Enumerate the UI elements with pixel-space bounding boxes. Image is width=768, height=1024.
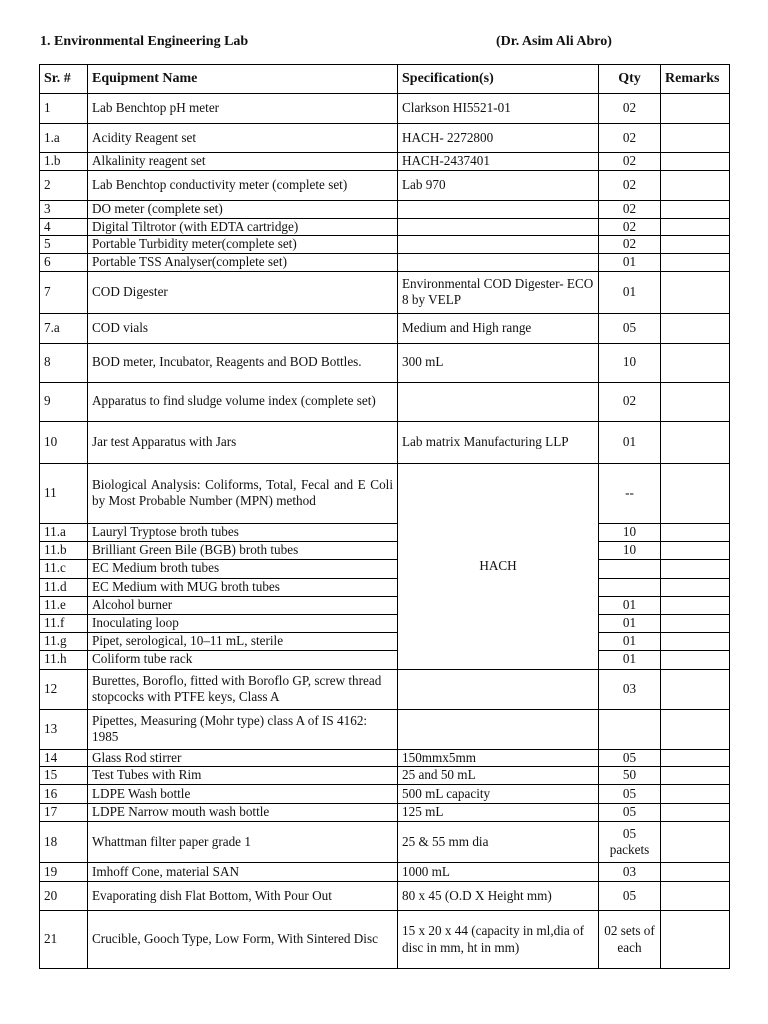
sr-cell: 1.b (40, 153, 88, 171)
sr-cell: 18 (40, 822, 88, 863)
column-header-qty: Qty (599, 65, 661, 94)
remarks-cell (661, 749, 730, 767)
remarks-cell (661, 201, 730, 219)
sr-cell: 5 (40, 236, 88, 254)
specification-cell: Medium and High range (398, 313, 599, 343)
qty-cell: 02 sets of each (599, 911, 661, 969)
table-row (40, 863, 730, 882)
table-row (40, 421, 730, 463)
specification-cell: 1000 mL (398, 863, 599, 882)
table-row (40, 541, 730, 559)
remarks-cell (661, 382, 730, 421)
table-row (40, 911, 730, 969)
sr-cell: 11.e (40, 596, 88, 614)
qty-cell (599, 559, 661, 578)
sr-cell: 15 (40, 767, 88, 785)
remarks-cell (661, 863, 730, 882)
table-row (40, 650, 730, 669)
qty-cell: 10 (599, 541, 661, 559)
sr-cell: 9 (40, 382, 88, 421)
equipment-name-cell: Jar test Apparatus with Jars (88, 421, 398, 463)
qty-cell: 01 (599, 271, 661, 313)
specification-cell: 125 mL (398, 804, 599, 822)
sr-cell: 13 (40, 709, 88, 749)
lab-incharge: (Dr. Asim Ali Abro) (496, 34, 612, 49)
equipment-name-cell: Pipet, serological, 10–11 mL, sterile (88, 632, 398, 650)
remarks-cell (661, 218, 730, 236)
remarks-cell (661, 153, 730, 171)
specification-cell (398, 669, 599, 709)
qty-cell: 01 (599, 421, 661, 463)
specification-cell: Environmental COD Digester- ECO 8 by VELP (398, 271, 599, 313)
qty-cell: 02 (599, 218, 661, 236)
remarks-cell (661, 236, 730, 254)
qty-cell: 05 (599, 804, 661, 822)
specification-cell: Lab 970 (398, 171, 599, 201)
remarks-cell (661, 596, 730, 614)
sr-cell: 10 (40, 421, 88, 463)
equipment-name-cell: COD Digester (88, 271, 398, 313)
equipment-name-cell: Alcohol burner (88, 596, 398, 614)
sr-cell: 6 (40, 253, 88, 271)
table-row (40, 804, 730, 822)
remarks-cell (661, 785, 730, 804)
equipment-name-cell: LDPE Wash bottle (88, 785, 398, 804)
equipment-name-cell: BOD meter, Incubator, Reagents and BOD Bottles. (88, 343, 398, 382)
equipment-name-cell: EC Medium with MUG broth tubes (88, 578, 398, 596)
specification-cell: Lab matrix Manufacturing LLP (398, 421, 599, 463)
sr-cell: 11.a (40, 523, 88, 541)
remarks-cell (661, 313, 730, 343)
sr-cell: 11.h (40, 650, 88, 669)
remarks-cell (661, 94, 730, 124)
table-row (40, 382, 730, 421)
table-row (40, 201, 730, 219)
table-row (40, 253, 730, 271)
specification-cell (398, 709, 599, 749)
sr-cell: 17 (40, 804, 88, 822)
table-row (40, 578, 730, 596)
sr-cell: 11.b (40, 541, 88, 559)
table-header-row (40, 65, 730, 94)
sr-cell: 8 (40, 343, 88, 382)
remarks-cell (661, 632, 730, 650)
sr-cell: 14 (40, 749, 88, 767)
table-row (40, 596, 730, 614)
equipment-name-cell: EC Medium broth tubes (88, 559, 398, 578)
sr-cell: 11 (40, 463, 88, 523)
remarks-cell (661, 559, 730, 578)
table-row (40, 785, 730, 804)
qty-cell (599, 709, 661, 749)
table-row (40, 94, 730, 124)
remarks-cell (661, 911, 730, 969)
qty-cell: 05 (599, 785, 661, 804)
sr-cell: 2 (40, 171, 88, 201)
remarks-cell (661, 171, 730, 201)
sr-cell: 11.f (40, 614, 88, 632)
sr-cell: 7 (40, 271, 88, 313)
table-row (40, 313, 730, 343)
equipment-name-cell: LDPE Narrow mouth wash bottle (88, 804, 398, 822)
specification-cell: 300 mL (398, 343, 599, 382)
remarks-cell (661, 822, 730, 863)
qty-cell: 05 (599, 749, 661, 767)
specification-cell: 500 mL capacity (398, 785, 599, 804)
table-row (40, 236, 730, 254)
qty-cell: 10 (599, 523, 661, 541)
sr-cell: 11.c (40, 559, 88, 578)
qty-cell: 02 (599, 236, 661, 254)
table-row (40, 822, 730, 863)
sr-cell: 20 (40, 882, 88, 911)
qty-cell: 01 (599, 632, 661, 650)
specification-cell: 15 x 20 x 44 (capacity in ml,dia of disc in mm, ht in mm) (398, 911, 599, 969)
qty-cell: 01 (599, 253, 661, 271)
sr-cell: 16 (40, 785, 88, 804)
table-row (40, 559, 730, 578)
qty-cell: 03 (599, 669, 661, 709)
equipment-name-cell: Acidity Reagent set (88, 124, 398, 153)
specification-cell: 25 and 50 mL (398, 767, 599, 785)
qty-cell: 02 (599, 382, 661, 421)
remarks-cell (661, 709, 730, 749)
specification-cell (398, 253, 599, 271)
equipment-name-cell: Burettes, Boroflo, fitted with Boroflo GP, screw thread stopcocks with PTFE keys, Class A (88, 669, 398, 709)
specification-cell (398, 236, 599, 254)
table-row (40, 632, 730, 650)
equipment-name-cell: Apparatus to find sludge volume index (complete set) (88, 382, 398, 421)
qty-cell: 05 (599, 882, 661, 911)
equipment-name-cell: Lab Benchtop conductivity meter (complete set) (88, 171, 398, 201)
equipment-name-cell: Biological Analysis: Coliforms, Total, Fecal and E Coli by Most Probable Number (MPN) method (88, 463, 398, 523)
sr-cell: 12 (40, 669, 88, 709)
equipment-name-cell: Lab Benchtop pH meter (88, 94, 398, 124)
qty-cell: 05 (599, 313, 661, 343)
specification-cell: Clarkson HI5521-01 (398, 94, 599, 124)
equipment-name-cell: Imhoff Cone, material SAN (88, 863, 398, 882)
table-row (40, 124, 730, 153)
table-row (40, 171, 730, 201)
remarks-cell (661, 650, 730, 669)
specification-cell (398, 218, 599, 236)
qty-cell: -- (599, 463, 661, 523)
lab-title: 1. Environmental Engineering Lab (40, 34, 249, 49)
document-header (40, 34, 730, 56)
specification-cell (398, 382, 599, 421)
qty-cell: 02 (599, 153, 661, 171)
table-row (40, 749, 730, 767)
qty-cell: 50 (599, 767, 661, 785)
table-row (40, 882, 730, 911)
table-row (40, 343, 730, 382)
equipment-name-cell: Alkalinity reagent set (88, 153, 398, 171)
merged-specification-cell: HACH (398, 463, 599, 669)
equipment-name-cell: Pipettes, Measuring (Mohr type) class A of IS 4162: 1985 (88, 709, 398, 749)
sr-cell: 4 (40, 218, 88, 236)
qty-cell: 02 (599, 124, 661, 153)
remarks-cell (661, 343, 730, 382)
qty-cell (599, 578, 661, 596)
remarks-cell (661, 767, 730, 785)
remarks-cell (661, 271, 730, 313)
equipment-name-cell: Coliform tube rack (88, 650, 398, 669)
column-header-remarks: Remarks (661, 65, 730, 94)
sr-cell: 21 (40, 911, 88, 969)
qty-cell: 01 (599, 650, 661, 669)
sr-cell: 1 (40, 94, 88, 124)
column-header-specifications: Specification(s) (398, 65, 599, 94)
qty-cell: 05 packets (599, 822, 661, 863)
equipment-table (39, 64, 730, 969)
sr-cell: 19 (40, 863, 88, 882)
equipment-name-cell: Digital Tiltrotor (with EDTA cartridge) (88, 218, 398, 236)
qty-cell: 01 (599, 596, 661, 614)
equipment-name-cell: Whattman filter paper grade 1 (88, 822, 398, 863)
qty-cell: 02 (599, 94, 661, 124)
remarks-cell (661, 124, 730, 153)
remarks-cell (661, 541, 730, 559)
equipment-name-cell: COD vials (88, 313, 398, 343)
remarks-cell (661, 882, 730, 911)
specification-cell: 25 & 55 mm dia (398, 822, 599, 863)
remarks-cell (661, 578, 730, 596)
equipment-name-cell: Test Tubes with Rim (88, 767, 398, 785)
sr-cell: 11.g (40, 632, 88, 650)
qty-cell: 02 (599, 201, 661, 219)
equipment-name-cell: Portable Turbidity meter(complete set) (88, 236, 398, 254)
specification-cell: HACH-2437401 (398, 153, 599, 171)
column-header-equipment-name: Equipment Name (88, 65, 398, 94)
table-row (40, 669, 730, 709)
equipment-name-cell: Portable TSS Analyser(complete set) (88, 253, 398, 271)
sr-cell: 7.a (40, 313, 88, 343)
remarks-cell (661, 421, 730, 463)
table-row (40, 709, 730, 749)
equipment-name-cell: Inoculating loop (88, 614, 398, 632)
remarks-cell (661, 804, 730, 822)
sr-cell: 11.d (40, 578, 88, 596)
qty-cell: 02 (599, 171, 661, 201)
remarks-cell (661, 523, 730, 541)
table-row (40, 218, 730, 236)
specification-cell: 80 x 45 (O.D X Height mm) (398, 882, 599, 911)
equipment-name-cell: Crucible, Gooch Type, Low Form, With Sintered Disc (88, 911, 398, 969)
remarks-cell (661, 253, 730, 271)
qty-cell: 03 (599, 863, 661, 882)
specification-cell (398, 201, 599, 219)
remarks-cell (661, 614, 730, 632)
equipment-name-cell: Lauryl Tryptose broth tubes (88, 523, 398, 541)
table-row (40, 767, 730, 785)
table-row (40, 271, 730, 313)
sr-cell: 1.a (40, 124, 88, 153)
column-header-sr: Sr. # (40, 65, 88, 94)
equipment-name-cell: Brilliant Green Bile (BGB) broth tubes (88, 541, 398, 559)
qty-cell: 10 (599, 343, 661, 382)
table-row (40, 463, 730, 523)
qty-cell: 01 (599, 614, 661, 632)
equipment-name-cell: Evaporating dish Flat Bottom, With Pour Out (88, 882, 398, 911)
remarks-cell (661, 669, 730, 709)
table-row (40, 523, 730, 541)
sr-cell: 3 (40, 201, 88, 219)
specification-cell: HACH- 2272800 (398, 124, 599, 153)
table-row (40, 153, 730, 171)
remarks-cell (661, 463, 730, 523)
equipment-name-cell: DO meter (complete set) (88, 201, 398, 219)
equipment-name-cell: Glass Rod stirrer (88, 749, 398, 767)
specification-cell: 150mmx5mm (398, 749, 599, 767)
table-row (40, 614, 730, 632)
